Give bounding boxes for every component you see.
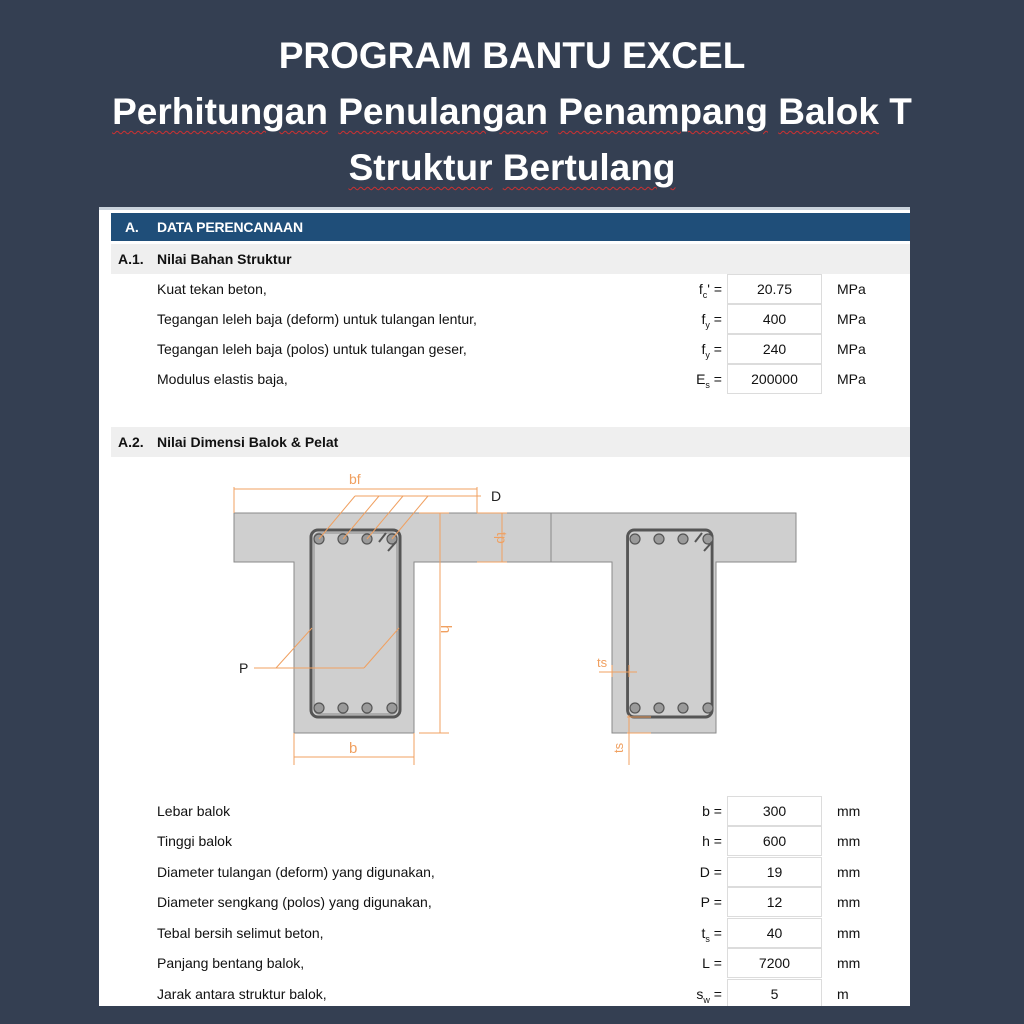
p-input-cell[interactable]: 12 xyxy=(727,887,822,917)
spreadsheet-panel xyxy=(99,207,910,1006)
row-unit: mm xyxy=(837,864,861,880)
row-label: Modulus elastis baja, xyxy=(157,371,288,387)
row-label: Jarak antara struktur balok, xyxy=(157,986,327,1002)
row-label: Panjang bentang balok, xyxy=(157,955,305,971)
title-line-2 xyxy=(0,84,1024,140)
row-symbol: L = xyxy=(702,955,722,971)
section-title: DATA PERENCANAAN xyxy=(157,219,303,235)
fy-polos-input-cell[interactable]: 240 xyxy=(727,334,822,364)
row-symbol: $E_s$ = xyxy=(696,371,722,390)
input-row-fy-deform xyxy=(99,304,910,334)
input-row-h xyxy=(99,826,910,856)
input-row-d xyxy=(99,857,910,887)
row-unit: MPa xyxy=(837,281,866,297)
row-symbol: $s_w$ = xyxy=(696,986,722,1005)
svg-text:ts: ts xyxy=(597,655,608,670)
input-row-fc xyxy=(99,274,910,304)
title-word: T xyxy=(889,91,912,132)
fy-deform-input-cell[interactable]: 400 xyxy=(727,304,822,334)
subsection-title: Nilai Dimensi Balok & Pelat xyxy=(157,434,339,450)
row-unit: MPa xyxy=(837,341,866,357)
l-input-cell[interactable]: 7200 xyxy=(727,948,822,978)
title-line-1: PROGRAM BANTU EXCEL xyxy=(278,35,746,76)
page-title xyxy=(0,28,1024,196)
subsection-title: Nilai Bahan Struktur xyxy=(157,251,292,267)
row-label: Tegangan leleh baja (polos) untuk tulangan geser, xyxy=(157,341,467,357)
h-input-cell[interactable]: 600 xyxy=(727,826,822,856)
section-number: A. xyxy=(125,219,139,235)
row-label: Lebar balok xyxy=(157,803,231,819)
t-beam-right xyxy=(551,513,796,765)
row-unit: mm xyxy=(837,894,861,910)
svg-text:D: D xyxy=(491,488,502,504)
row-symbol: h = xyxy=(702,833,722,849)
row-symbol: $f_c'$ = xyxy=(698,281,722,300)
subsection-header-a1 xyxy=(111,244,910,274)
row-unit: MPa xyxy=(837,311,866,327)
title-word: Penulangan xyxy=(338,91,548,132)
input-row-fy-polos xyxy=(99,334,910,364)
ts-input-cell[interactable]: 40 xyxy=(727,918,822,948)
subsection-number: A.1. xyxy=(118,251,144,267)
title-word: Perhitungan xyxy=(112,91,328,132)
row-unit: mm xyxy=(837,955,861,971)
row-label: Tegangan leleh baja (deform) untuk tulangan lentur, xyxy=(157,311,477,327)
row-unit: mm xyxy=(837,803,861,819)
es-input-cell[interactable]: 200000 xyxy=(727,364,822,394)
row-label: Diameter tulangan (deform) yang digunakan, xyxy=(157,864,435,880)
row-label: Diameter sengkang (polos) yang digunakan, xyxy=(157,894,432,910)
subsection-number: A.2. xyxy=(118,434,144,450)
svg-text:P: P xyxy=(239,660,249,676)
row-symbol: $f_y$ = xyxy=(701,311,722,330)
input-row-sw xyxy=(99,979,910,1006)
title-word: Struktur xyxy=(348,147,493,188)
row-unit: m xyxy=(837,986,849,1002)
row-symbol: $t_s$ = xyxy=(701,925,722,944)
row-unit: mm xyxy=(837,925,861,941)
svg-text:h: h xyxy=(437,625,454,634)
fc-input-cell[interactable]: 20.75 xyxy=(727,274,822,304)
input-row-es xyxy=(99,364,910,394)
row-label: Tinggi balok xyxy=(157,833,232,849)
svg-text:bf: bf xyxy=(349,471,361,487)
row-symbol: b = xyxy=(702,803,722,819)
input-row-b xyxy=(99,796,910,826)
sw-input-cell[interactable]: 5 xyxy=(727,979,822,1006)
input-row-p xyxy=(99,887,910,917)
title-word: Bertulang xyxy=(502,147,676,188)
section-header-a xyxy=(111,213,910,241)
row-symbol: P = xyxy=(700,894,722,910)
row-label: Kuat tekan beton, xyxy=(157,281,267,297)
subsection-header-a2 xyxy=(111,427,910,457)
title-word: Penampang xyxy=(558,91,768,132)
title-word: Balok xyxy=(778,91,879,132)
t-beam-cross-section-diagram xyxy=(219,465,819,775)
svg-text:b: b xyxy=(349,740,358,757)
row-label: Tebal bersih selimut beton, xyxy=(157,925,324,941)
input-row-ts xyxy=(99,918,910,948)
row-unit: mm xyxy=(837,833,861,849)
row-symbol: $f_y$ = xyxy=(701,341,722,360)
svg-text:tp: tp xyxy=(494,532,510,544)
d-input-cell[interactable]: 19 xyxy=(727,857,822,887)
title-line-3 xyxy=(0,140,1024,196)
svg-text:ts: ts xyxy=(611,742,626,753)
b-input-cell[interactable]: 300 xyxy=(727,796,822,826)
row-symbol: D = xyxy=(699,864,722,880)
row-unit: MPa xyxy=(837,371,866,387)
input-row-l xyxy=(99,948,910,978)
